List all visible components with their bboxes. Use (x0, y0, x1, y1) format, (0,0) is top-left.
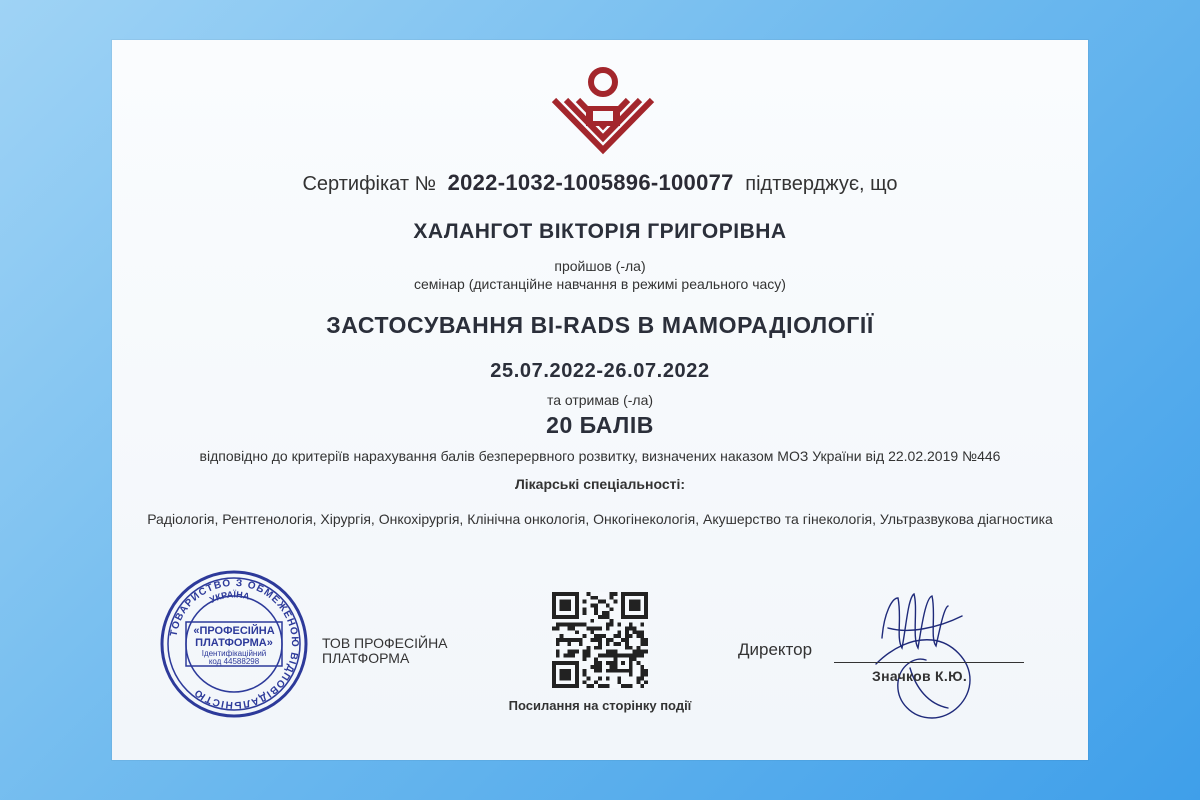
points-awarded: 20 БАЛІВ (546, 412, 654, 438)
director-label: Директор (738, 640, 813, 659)
director-signature (852, 568, 992, 728)
stamp-line-1: «ПРОФЕСІЙНА (193, 625, 275, 637)
signer-name: Значков К.Ю. (872, 668, 968, 684)
passed-text: пройшов (-ла) (554, 258, 646, 274)
certificate-sheet (112, 40, 1088, 760)
criteria-text: відповідно до критеріїв нарахування балів безперервного розвитку, визначених наказом МОЗ України від 22.02.2019 №446 (199, 448, 1001, 464)
organization-name-line-1: ТОВ ПРОФЕСІЙНА (322, 635, 448, 651)
qr-caption: Посилання на сторінку події (508, 698, 692, 713)
stamp-line-3: Ідентифікаційний (201, 649, 267, 658)
certificate-suffix: підтверджує, що (745, 173, 898, 195)
company-stamp (158, 568, 310, 720)
certificate-prefix: Сертифікат № (302, 173, 437, 195)
recipient-name: ХАЛАНГОТ ВІКТОРІЯ ГРИГОРІВНА (413, 220, 787, 243)
specialties-list: Радіологія, Рентгенологія, Хірургія, Онкохірургія, Клінічна онкологія, Онкогінекологія, Акушерство та гінекологія, Ультразвукова діагностика (147, 511, 1053, 527)
signature-line (834, 662, 1024, 663)
platform-logo-icon (548, 60, 658, 156)
event-format: семінар (дистанційне навчання в режимі реального часу) (414, 276, 786, 292)
stamp-line-4: код 44588298 (208, 657, 260, 666)
event-title: ЗАСТОСУВАННЯ BI-RADS В МАМОРАДІОЛОГІЇ (326, 312, 874, 338)
certificate-number: 2022-1032-1005896-100077 (447, 170, 734, 195)
stamp-outer-text: ТОВАРИСТВО З ОБМЕЖЕНОЮ ВІДПОВІДАЛЬНІСТЮ (168, 577, 301, 711)
specialties-heading: Лікарські спеціальності: (514, 476, 686, 492)
event-dates: 25.07.2022-26.07.2022 (490, 360, 710, 382)
organization-name (322, 636, 448, 666)
qr-code-icon[interactable] (552, 592, 648, 688)
certificate-number-line (112, 170, 1088, 196)
stamp-line-2: ПЛАТФОРМА» (195, 637, 273, 649)
organization-name-line-2: ПЛАТФОРМА (322, 650, 410, 666)
stamp-top-text: УКРАЇНА (208, 589, 251, 605)
received-text: та отримав (-ла) (546, 392, 654, 408)
